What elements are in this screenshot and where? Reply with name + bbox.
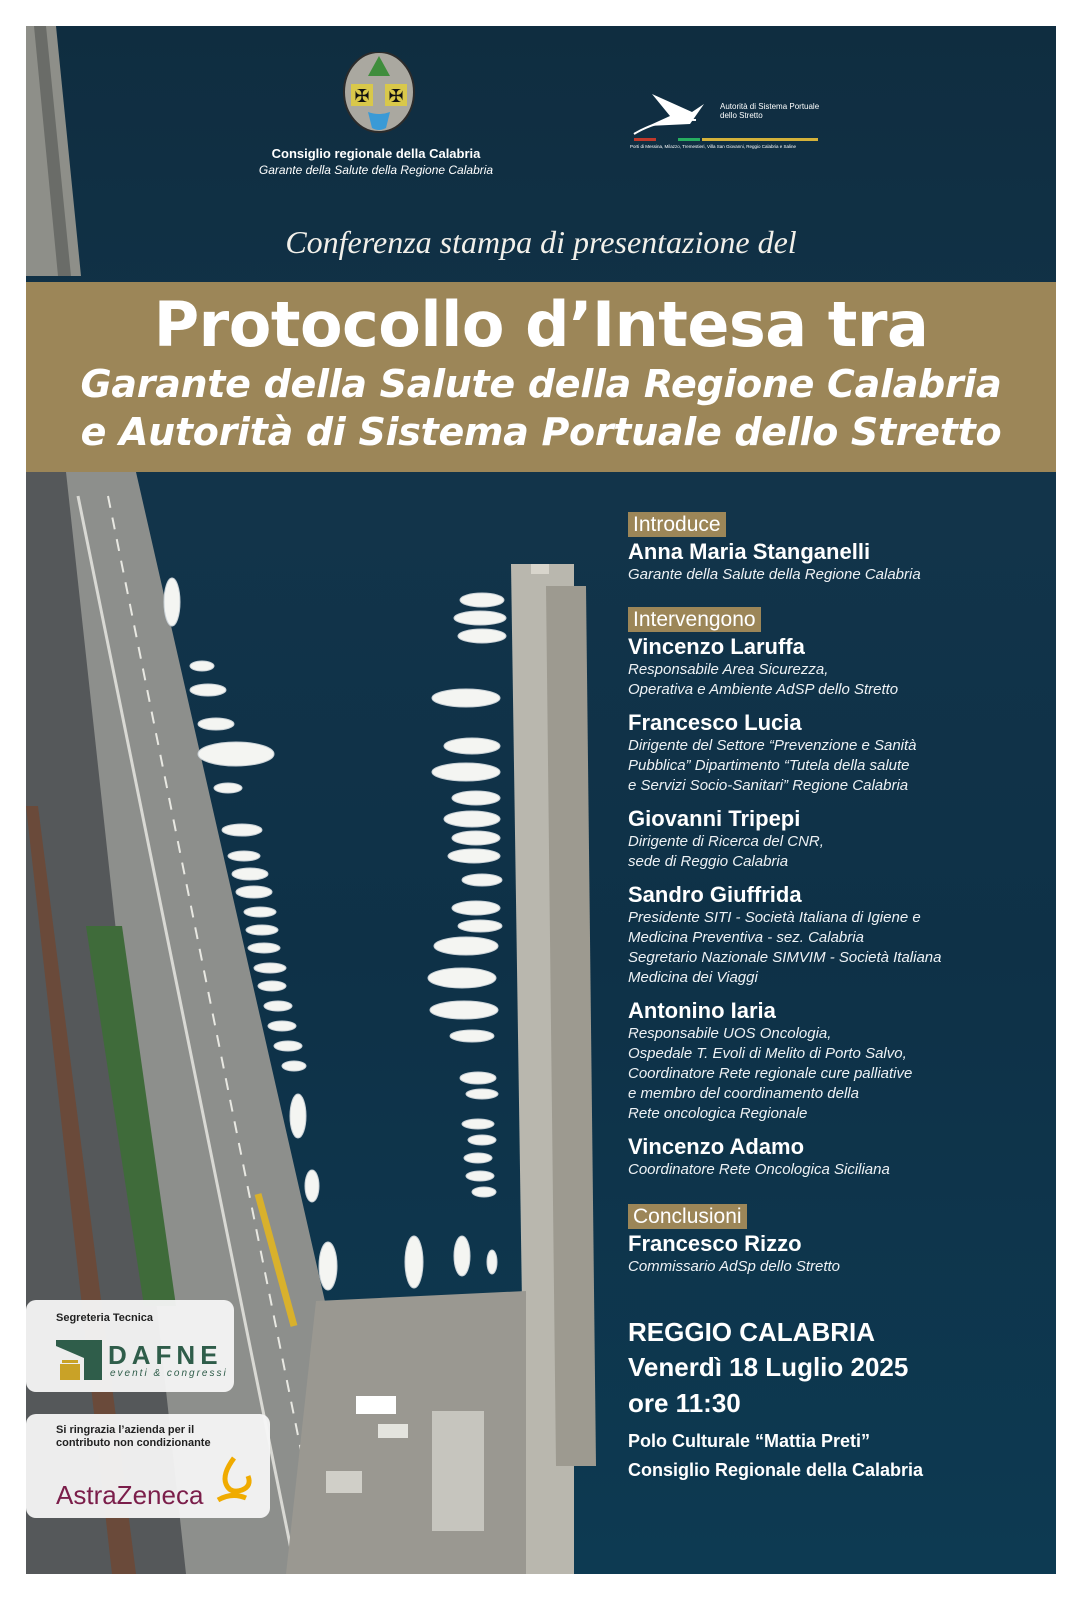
left-org-subtitle: Garante della Salute della Regione Calabria <box>258 163 494 177</box>
speaker-role: Responsabile Area Sicurezza, Operativa e Ambiente AdSP dello Stretto <box>628 661 899 698</box>
event-venue-line2: Consiglio Regionale della Calabria <box>628 1460 924 1480</box>
speaker-role: Responsabile UOS Oncologia, Ospedale T. Evoli di Melito di Porto Salvo, Coordinatore Rete regionale cure palliative e membro del coordinamento della Rete oncologica Regionale <box>628 1025 913 1122</box>
introduce-role: Garante della Salute della Regione Calabria <box>628 566 921 583</box>
conclusions-label: Conclusioni <box>628 1204 747 1229</box>
press-conference-kicker: Conferenza stampa di presentazione del <box>285 224 797 260</box>
dafne-wordmark: DAFNE <box>108 1340 223 1370</box>
speaker-name: Vincenzo Adamo <box>628 1134 805 1159</box>
speaker-role: Presidente SITI - Società Italiana di Igiene e Medicina Preventiva - sez. Calabria Segretario Nazionale SIMVIM - Società Italiana Medicina dei Viaggi <box>628 909 942 986</box>
sponsor-thanks: Si ringrazia l’azienda per il contributo non condizionante <box>56 1424 211 1449</box>
speaker-name: Sandro Giuffrida <box>628 882 802 907</box>
port-authority-ports: Porti di Messina, Milazzo, Tremestieri, Villa San Giovanni, Reggio Calabria e Saline <box>630 144 796 149</box>
speaker-role: Dirigente del Settore “Prevenzione e Sanità Pubblica” Dipartimento “Tutela della salute e Servizi Socio-Sanitari” Regione Calabria <box>628 737 917 794</box>
speaker-name: Vincenzo Laruffa <box>628 634 805 659</box>
speaker-name: Antonino Iaria <box>628 998 776 1023</box>
dafne-tagline: eventi & congressi <box>110 1368 228 1379</box>
program <box>628 512 1048 1485</box>
conclusions-name: Francesco Rizzo <box>628 1231 802 1256</box>
poster <box>26 26 1056 1574</box>
introduce-label: Introduce <box>628 512 726 537</box>
banner-title: Protocollo d’Intesa tra <box>153 288 929 361</box>
astrazeneca-wordmark: AstraZeneca <box>56 1480 204 1510</box>
event-date: Venerdì 18 Luglio 2025 <box>628 1352 909 1382</box>
event-city: REGGIO CALABRIA <box>628 1317 875 1347</box>
port-authority-name: Autorità di Sistema Portuale dello Stretto <box>720 102 820 120</box>
speaker-name: Francesco Lucia <box>628 710 802 735</box>
title-banner <box>26 282 1056 472</box>
svg-text:✠: ✠ <box>354 86 370 107</box>
secretariat-label: Segreteria Tecnica <box>56 1312 154 1324</box>
banner-subtitle-line1: Garante della Salute della Regione Calabria <box>80 362 1002 406</box>
svg-text:✠: ✠ <box>388 86 404 107</box>
calabria-council-emblem <box>342 52 416 136</box>
conclusions-role: Commissario AdSp dello Stretto <box>628 1258 841 1275</box>
speaker-role: Coordinatore Rete Oncologica Siciliana <box>628 1161 890 1178</box>
event-venue-line1: Polo Culturale “Mattia Preti” <box>628 1431 871 1451</box>
introduce-name: Anna Maria Stanganelli <box>628 539 871 564</box>
speakers-label: Intervengono <box>628 607 761 632</box>
banner-subtitle-line2: e Autorità di Sistema Portuale dello Stretto <box>80 410 1002 454</box>
event-time: ore 11:30 <box>628 1388 741 1418</box>
speaker-role: Dirigente di Ricerca del CNR, sede di Reggio Calabria <box>628 833 824 870</box>
astrazeneca-symbol-icon <box>212 1456 256 1508</box>
left-org-title: Consiglio regionale della Calabria <box>271 146 481 161</box>
dafne-logo-icon <box>56 1338 102 1382</box>
speaker-name: Giovanni Tripepi <box>628 806 801 831</box>
